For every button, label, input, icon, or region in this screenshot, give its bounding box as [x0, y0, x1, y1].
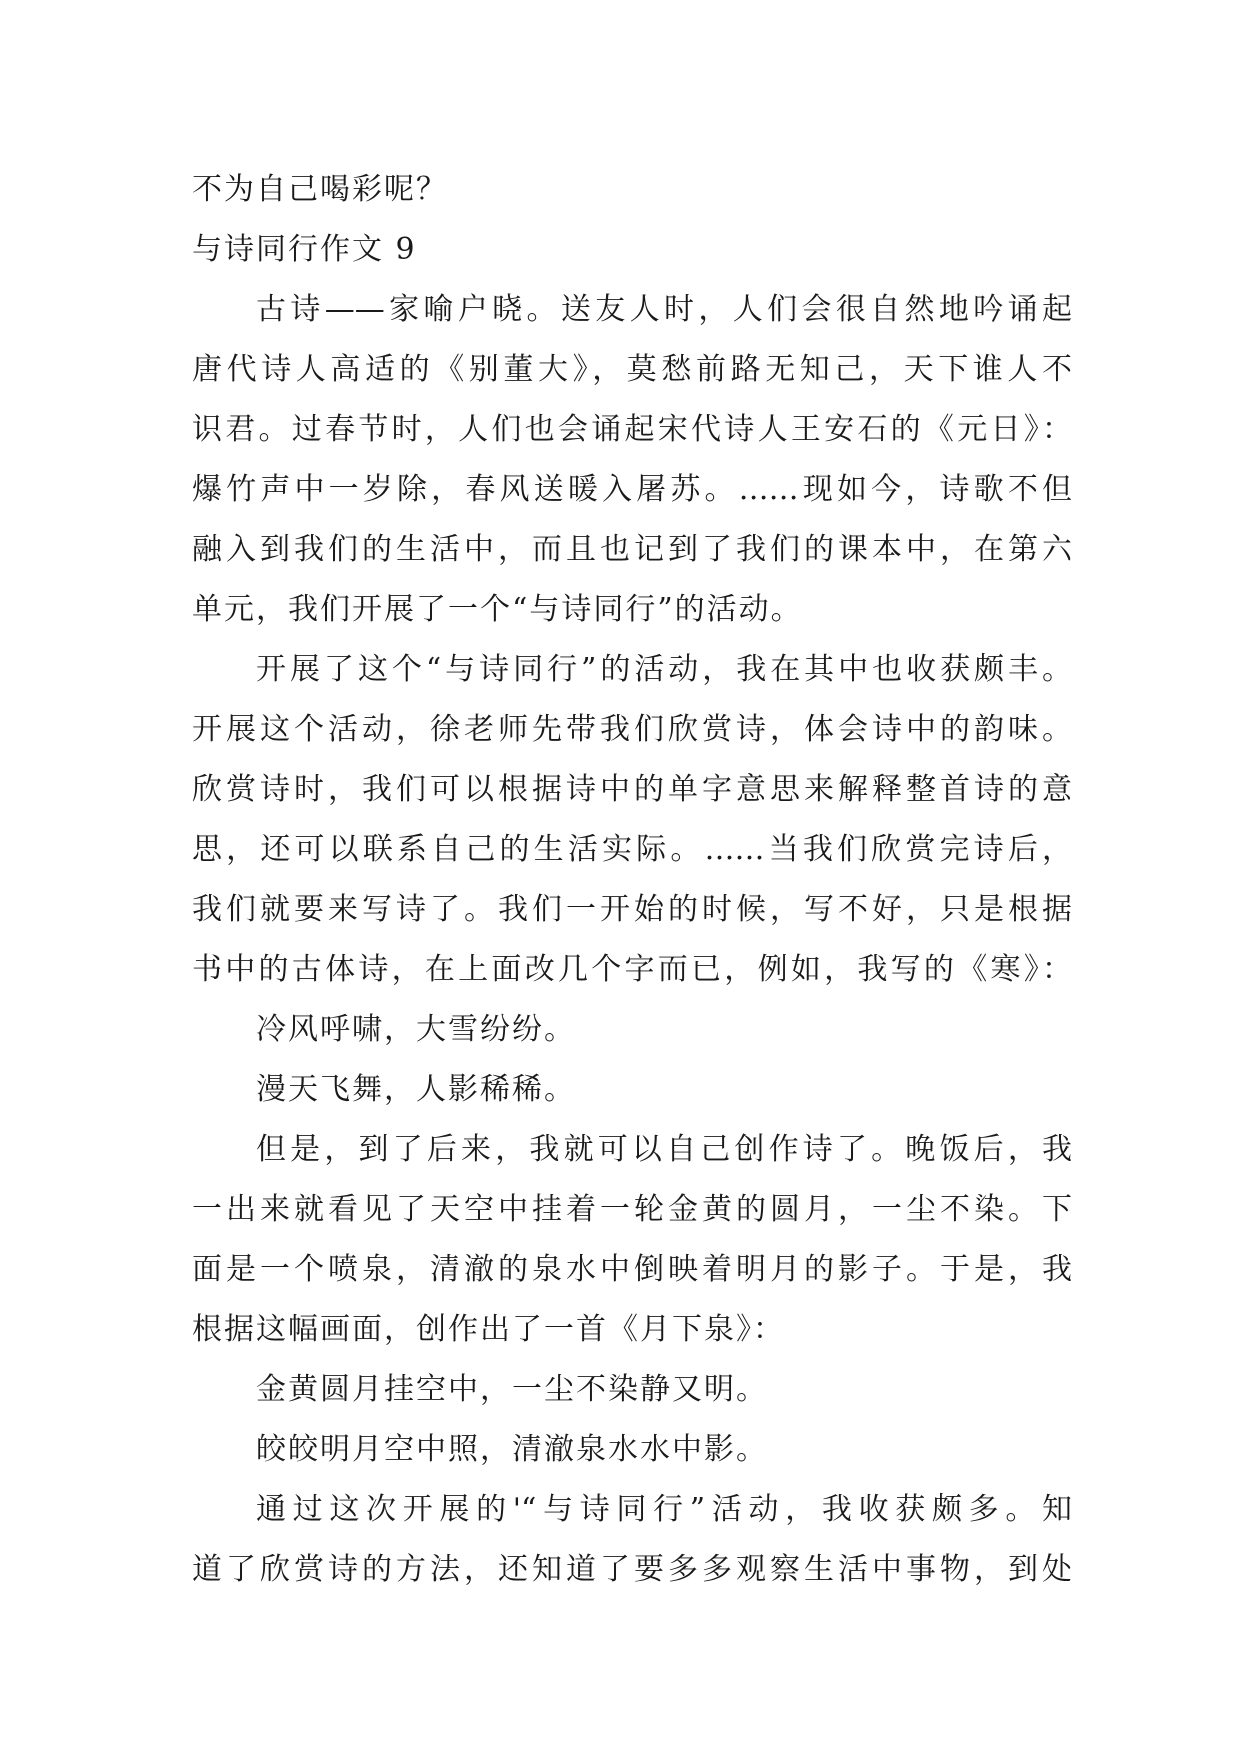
- text-line: 面是一个喷泉，清澈的泉水中倒映着明月的影子。于是，我: [192, 1252, 1072, 1287]
- text-line: 通过这次开展的'“与诗同行”活动，我收获颇多。知: [256, 1492, 1072, 1527]
- text-line: 识君。过春节时，人们也会诵起宋代诗人王安石的《元日》：: [192, 412, 1072, 447]
- text-line: 我们就要来写诗了。我们一开始的时候，写不好，只是根据: [192, 892, 1072, 927]
- text-line: 道了欣赏诗的方法，还知道了要多多观察生活中事物，到处: [192, 1552, 1072, 1587]
- text-line: 但是，到了后来，我就可以自己创作诗了。晚饭后，我: [256, 1132, 1072, 1167]
- poem-line: 皎皎明月空中照，清澈泉水水中影。: [256, 1432, 768, 1467]
- text-line: 唐代诗人高适的《别董大》，莫愁前路无知己，天下谁人不: [192, 352, 1072, 387]
- text-line: 古诗——家喻户晓。送友人时，人们会很自然地吟诵起: [256, 292, 1072, 327]
- section-heading: 与诗同行作文 9: [192, 232, 417, 267]
- text-line: 书中的古体诗，在上面改几个字而已，例如，我写的《寒》：: [192, 952, 1072, 987]
- text-line: 融入到我们的生活中，而且也记到了我们的课本中，在第六: [192, 532, 1072, 567]
- poem-line: 漫天飞舞，人影稀稀。: [256, 1072, 576, 1107]
- text-line: 爆竹声中一岁除，春风送暖入屠苏。……现如今，诗歌不但: [192, 472, 1072, 507]
- poem-line: 金黄圆月挂空中，一尘不染静又明。: [256, 1372, 768, 1407]
- text-line: 欣赏诗时，我们可以根据诗中的单字意思来解释整首诗的意: [192, 772, 1072, 807]
- document-body: [192, 160, 1072, 1600]
- text-line: 不为自己喝彩呢？: [192, 172, 448, 207]
- poem-line: 冷风呼啸，大雪纷纷。: [256, 1012, 576, 1047]
- text-line: 单元，我们开展了一个“与诗同行”的活动。: [192, 592, 803, 627]
- text-line: 思，还可以联系自己的生活实际。……当我们欣赏完诗后，: [192, 832, 1072, 867]
- text-line: 开展了这个“与诗同行”的活动，我在其中也收获颇丰。: [256, 652, 1072, 687]
- text-line: 一出来就看见了天空中挂着一轮金黄的圆月，一尘不染。下: [192, 1192, 1072, 1227]
- text-line: 根据这幅画面，创作出了一首《月下泉》：: [192, 1312, 785, 1347]
- text-line: 开展这个活动，徐老师先带我们欣赏诗，体会诗中的韵味。: [192, 712, 1072, 747]
